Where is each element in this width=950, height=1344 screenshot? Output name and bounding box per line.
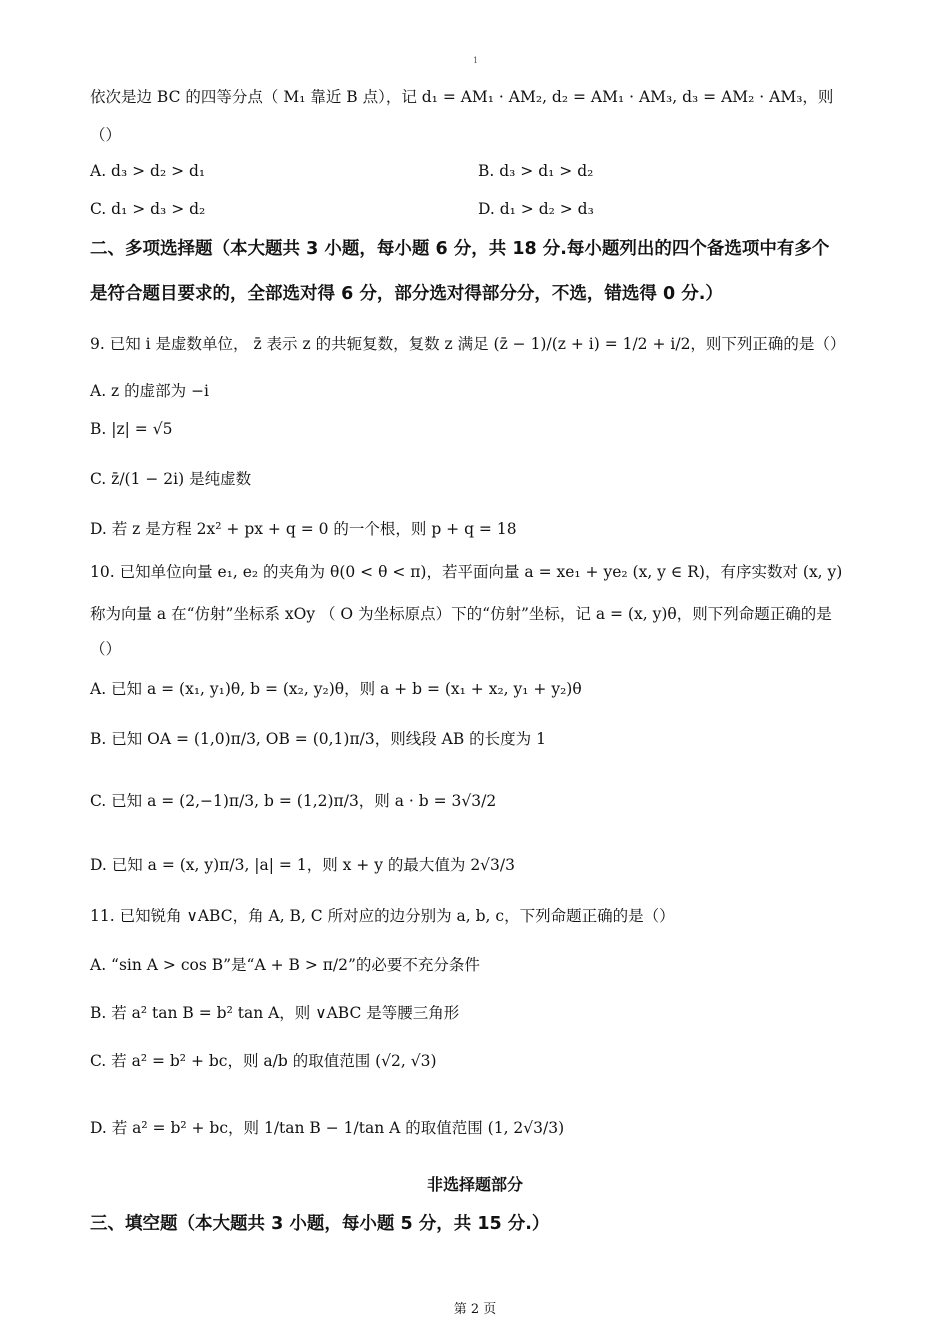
q8-option-d: D. d₁ > d₂ > d₃	[478, 200, 594, 218]
q9-option-c: C. z̄/(1 − 2i) 是纯虚数	[90, 470, 252, 488]
q8-option-b: B. d₃ > d₁ > d₂	[478, 162, 594, 180]
q9-option-d: D. 若 z 是方程 2x² + px + q = 0 的一个根，则 p + q = 18	[90, 520, 517, 538]
q8-option-a: A. d₃ > d₂ > d₁	[90, 162, 206, 180]
q9-option-a: A. z 的虚部为 −i	[90, 382, 210, 400]
q10-stem-line3: （）	[90, 640, 122, 658]
q11-option-b: B. 若 a² tan B = b² tan A，则 ∨ABC 是等腰三角形	[90, 1004, 460, 1022]
q8-option-c: C. d₁ > d₃ > d₂	[90, 200, 206, 218]
part-title: 非选择题部分	[426, 1175, 523, 1194]
q11-stem: 11. 已知锐角 ∨ABC，角 A, B, C 所对应的边分别为 a, b, c，下列命题正确的是（）	[90, 907, 675, 925]
q10-stem-line1: 10. 已知单位向量 e₁, e₂ 的夹角为 θ(0 < θ < π)，若平面向量 a = xe₁ + ye₂ (x, y ∈ R)，有序实数对 (x, y)	[90, 563, 843, 581]
page-footer: 第 2 页	[453, 1302, 497, 1317]
q11-option-c: C. 若 a² = b² + bc，则 a/b 的取值范围 (√2, √3)	[90, 1052, 437, 1070]
q10-option-a: A. 已知 a = (x₁, y₁)θ, b = (x₂, y₂)θ，则 a + b = (x₁ + x₂, y₁ + y₂)θ	[90, 680, 582, 698]
q10-option-d: D. 已知 a = (x, y)π/3, |a| = 1，则 x + y 的最大值为 2√3/3	[90, 856, 516, 874]
q8-stem-line2: （）	[90, 126, 122, 144]
section2-heading-line1: 二、多项选择题（本大题共 3 小题，每小题 6 分，共 18 分.每小题列出的四个备选项中有多个	[90, 239, 830, 259]
section2-heading-line2: 是符合题目要求的，全部选对得 6 分，部分选对得部分分，不选，错选得 0 分.）	[90, 284, 723, 304]
q11-option-a: A. “sin A > cos B”是“A + B > π/2”的必要不充分条件	[90, 956, 480, 974]
q9-stem: 9. 已知 i 是虚数单位， z̄ 表示 z 的共轭复数，复数 z 满足 (z̄ − 1)/(z + i) = 1/2 + i/2，则下列正确的是（）	[90, 335, 846, 353]
q8-stem-line1: 依次是边 BC 的四等分点（ M₁ 靠近 B 点），记 d₁ = AM₁ · AM₂, d₂ = AM₁ · AM₃, d₃ = AM₂ · AM₃，则	[90, 88, 834, 106]
q10-stem-line2: 称为向量 a 在“仿射”坐标系 xOy （ O 为坐标原点）下的“仿射”坐标，记 a = (x, y)θ，则下列命题正确的是	[90, 605, 832, 623]
q10-option-b: B. 已知 OA = (1,0)π/3, OB = (0,1)π/3，则线段 AB 的长度为 1	[90, 730, 546, 748]
page-mark: 1	[473, 56, 479, 65]
q11-option-d: D. 若 a² = b² + bc，则 1/tan B − 1/tan A 的取值范围 (1, 2√3/3)	[90, 1119, 565, 1137]
section3-heading: 三、填空题（本大题共 3 小题，每小题 5 分，共 15 分.）	[90, 1214, 550, 1234]
q9-option-b: B. |z| = √5	[90, 420, 173, 438]
q10-option-c: C. 已知 a = (2,−1)π/3, b = (1,2)π/3，则 a · b = 3√3/2	[90, 792, 497, 810]
